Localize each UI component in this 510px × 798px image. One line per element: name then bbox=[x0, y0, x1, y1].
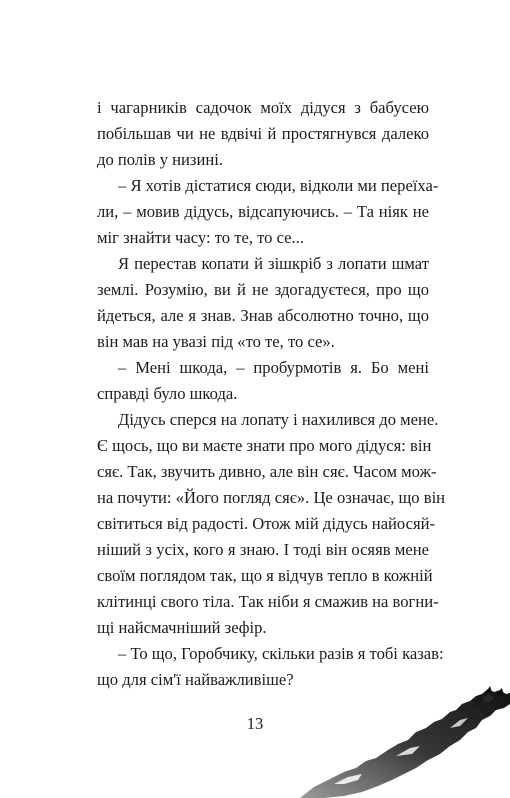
text-line: – Я хотів дістатися сюди, відколи ми переїха- bbox=[118, 176, 439, 195]
text-line: клітинці свого тіла. Так ніби я смажив на вогни- bbox=[97, 592, 439, 611]
text-line: і чагарників садочок моїх дідуся з бабусею bbox=[97, 98, 429, 117]
text-line: побільшав чи не вдвічі й простягнувся далеко bbox=[97, 124, 429, 143]
text-line: – То що, Горобчику, скільки разів я тобі казав: bbox=[118, 644, 444, 663]
text-line: справді було шкода. bbox=[97, 384, 238, 403]
text-line: ніший з усіх, кого я знаю. І тоді він осяяв мене bbox=[97, 540, 429, 559]
text-line: йдеться, але я знав. Знав абсолютно точно, що bbox=[97, 306, 429, 325]
text-line: землі. Розумію, ви й не здогадуєтеся, про що bbox=[97, 280, 429, 299]
text-line: – Мені шкода, – пробурмотів я. Бо мені bbox=[118, 358, 429, 377]
branch-illustration bbox=[300, 684, 510, 798]
text-line: на почути: «Його погляд сяє». Це означає, що він bbox=[97, 488, 446, 507]
text-line: щі найсмачніший зефір. bbox=[97, 618, 267, 637]
text-line: світиться від радості. Отож мій дідусь найосяй- bbox=[97, 514, 436, 533]
text-line: ли, – мовив дідусь, відсапуючись. – Та ніяк не bbox=[97, 202, 429, 221]
text-line: своїм поглядом так, що я відчув тепло в кожній bbox=[97, 566, 433, 585]
text-line: що для сім'ї найважливіше? bbox=[97, 670, 294, 689]
text-line: міг знайти часу: то те, то се... bbox=[97, 228, 304, 247]
page-number: 13 bbox=[246, 714, 264, 733]
text-line: Є щось, що ви маєте знати про мого дідуся: він bbox=[97, 436, 432, 455]
text-line: сяє. Так, звучить дивно, але він сяє. Часом мож- bbox=[97, 462, 437, 481]
text-line: Дідусь сперся на лопату і нахилився до мене. bbox=[118, 410, 439, 429]
text-line: до полів у низині. bbox=[97, 150, 224, 169]
text-line: він мав на увазі під «то те, то се». bbox=[97, 332, 335, 351]
text-line: Я перестав копати й зішкріб з лопати шмат bbox=[118, 254, 429, 273]
